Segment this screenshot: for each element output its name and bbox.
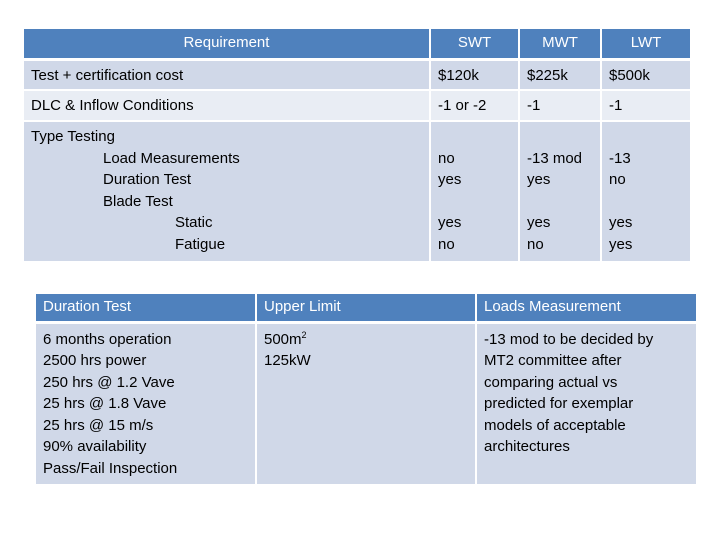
duration-test-table [36,294,696,484]
cell-upper-limit [256,322,476,484]
header-duration-test: Duration Test [36,294,256,322]
cell-loads-measurement [476,322,696,484]
table-header-row [36,294,696,322]
lwt-fatigue: yes [609,235,633,253]
lwt-static: yes [609,214,633,232]
fatigue-label: Fatigue [175,235,226,253]
cell-mwt: -1 [519,90,601,121]
lwt-duration-test: no [609,171,626,189]
upper-limit-area [264,329,468,351]
header-loads-measurement: Loads Measurement [476,294,696,322]
loads-line: architectures [484,438,570,456]
cell-requirement: Test + certification cost [24,59,430,90]
cell-mwt-type-testing [519,121,601,261]
upper-limit-area-exponent: 2 [301,329,307,340]
cell-lwt: $500k [601,59,690,90]
mwt-duration-test: yes [527,171,551,189]
table-row [24,59,690,90]
cell-mwt: $225k [519,59,601,90]
cell-duration-test [36,322,256,484]
loads-line: MT2 committee after [484,352,622,370]
static-label: Static [175,214,213,232]
lwt-load-measurements: -13 [609,149,631,167]
duration-line: 25 hrs @ 1.8 Vave [43,395,167,413]
duration-test-label: Duration Test [103,171,192,189]
cell-requirement-type-testing [24,121,430,261]
header-lwt: LWT [601,29,690,59]
requirements-table [24,29,690,261]
swt-duration-test: yes [438,171,462,189]
mwt-static: yes [527,214,551,232]
duration-line: Pass/Fail Inspection [43,460,178,478]
swt-fatigue: no [438,235,455,253]
cell-swt-type-testing [430,121,519,261]
header-swt: SWT [430,29,519,59]
cell-requirement: DLC & Inflow Conditions [24,90,430,121]
loads-line: predicted for exemplar [484,395,634,413]
mwt-fatigue: no [527,235,544,253]
table-row [24,90,690,121]
table-row-type-testing [24,121,690,261]
upper-limit-power: 125kW [264,352,311,370]
header-upper-limit: Upper Limit [256,294,476,322]
load-measurements-label: Load Measurements [103,149,240,167]
loads-line: comparing actual vs [484,373,618,391]
cell-swt: $120k [430,59,519,90]
loads-line: -13 mod to be decided by [484,330,654,348]
duration-line: 6 months operation [43,330,172,348]
swt-load-measurements: no [438,149,455,167]
mwt-load-measurements: -13 mod [527,149,583,167]
loads-line: models of acceptable [484,416,626,434]
upper-limit-area-value: 500m [264,330,302,348]
duration-line: 90% availability [43,438,147,456]
cell-lwt: -1 [601,90,690,121]
swt-static: yes [438,214,462,232]
duration-line: 250 hrs @ 1.2 Vave [43,373,175,391]
duration-line: 2500 hrs power [43,352,147,370]
table-row [36,322,696,484]
type-testing-label: Type Testing [31,128,115,145]
header-requirement: Requirement [24,29,430,59]
blade-test-label: Blade Test [103,192,173,210]
duration-line: 25 hrs @ 15 m/s [43,416,154,434]
table-header-row [24,29,690,59]
cell-swt: -1 or -2 [430,90,519,121]
cell-lwt-type-testing [601,121,690,261]
header-mwt: MWT [519,29,601,59]
